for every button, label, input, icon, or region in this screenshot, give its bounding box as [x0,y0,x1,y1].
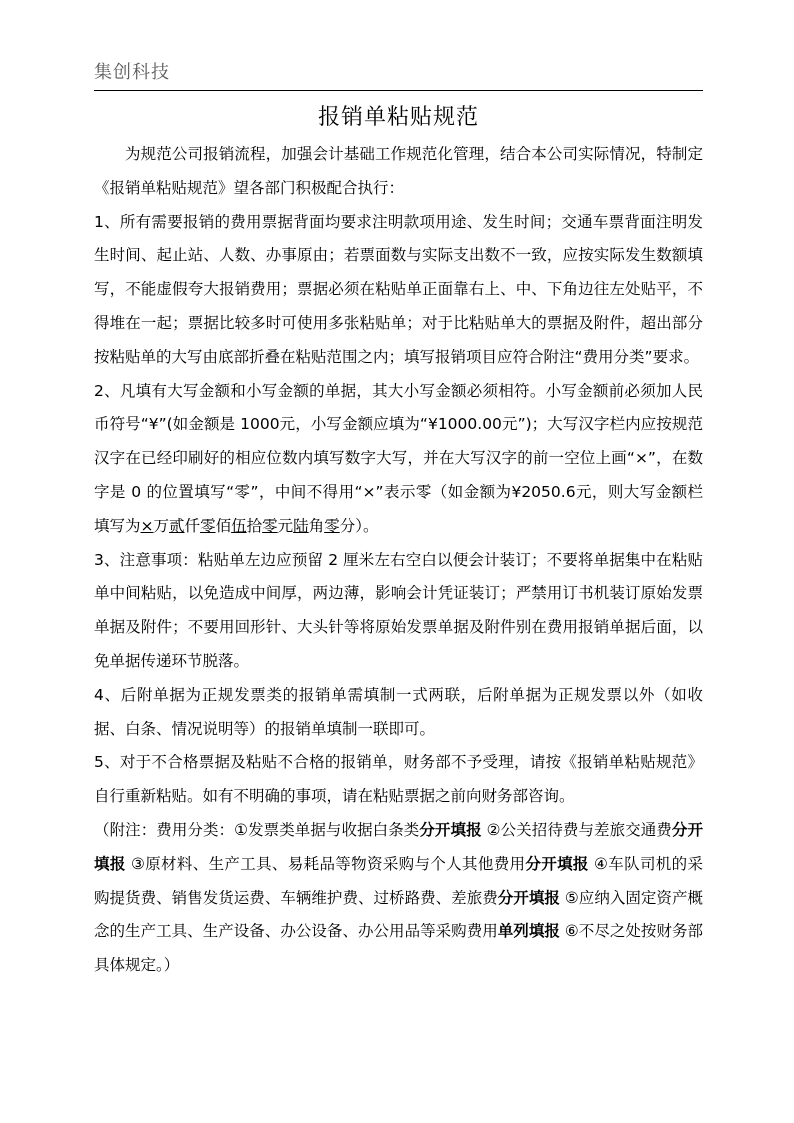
amount-part: 零 [262,516,278,535]
rule-item-2-text: 2、凡填有大写金额和小写金额的单据，其大小写金额必须相符。小写金额前必须加人民币符号“¥”(如金额是 1000元，小写金额应填为“¥1000.00元”)；大写汉字栏内应按规范汉字在已经印刷好的相应位数内填写数字大写，并在大写汉字的前一空位上画“×”，在数字是 0 的位置填写“零”，中间不得用“×”表示零（如金额为¥2050.6元，则大写金额栏填写为 [94,381,703,535]
note-entry-text: ③原材料、生产工具、易耗品等物资采购与个人其他费用 [130,854,526,873]
amount-part: 拾 [246,516,263,535]
document-title: 报销单粘贴规范 [317,105,479,130]
amount-part: 角 [308,516,325,535]
amount-part: × [140,516,154,535]
note-entry-text: ④车队司机的采购提货费、销售发货运费、车辆维护费、过桥路费、差旅费 [94,854,703,907]
amount-part: 仟 [184,516,201,535]
note-entry-emphasis: 分开填报 [94,820,703,873]
amount-part: 零 [200,516,216,535]
note-prefix: （附注：费用分类： [94,820,235,839]
rule-item-5: 5、对于不合格票据及粘贴不合格的报销单，财务部不予受理，请按《报销单粘贴规范》自行重新粘贴。如有不明确的事项，请在粘贴票据之前向财务部咨询。 [94,753,703,806]
note-suffix: ⑥不尽之处按财务部具体规定。） [94,922,703,975]
intro-paragraph: 为规范公司报销流程，加强会计基础工作规范化管理，结合本公司实际情况，特制定《报销单粘贴规范》望各部门积极配合执行： [94,145,703,197]
amount-part: 贰 [169,516,185,535]
document-body [94,138,703,983]
amount-part: 伍 [231,516,247,535]
note-entry-text: ⑤应纳入固定资产概念的生产工具、生产设备、办公设备、办公用品等采购费用 [94,888,703,941]
page-header [94,56,703,91]
amount-part: 元 [277,516,294,535]
header-company-name: 集创科技 [94,62,170,83]
rule-item-3: 3、注意事项：粘贴单左边应预留 2 厘米左右空白以便会计装订；不要将单据集中在粘贴单中间粘贴，以免造成中间厚，两边薄，影响会计凭证装订；严禁用订书机装订原始发票单据及附件；不要用回形针、大头针等将原始发票单据及附件别在费用报销单据后面，以免单据传递环节脱落。 [94,550,703,670]
note-entry-emphasis: 单列填报 [497,922,560,941]
note-entry-text: ②公关招待费与差旅交通费 [486,820,672,839]
note-entry-emphasis: 分开填报 [419,820,482,839]
note-entry-emphasis: 分开填报 [497,888,560,907]
amount-part: 陆 [293,516,309,535]
note-entry-emphasis: 分开填报 [525,854,589,873]
rule-item-1: 1、所有需要报销的费用票据背面均要求注明款项用途、发生时间；交通车票背面注明发生时间、起止站、人数、办事原由；若票面数与实际支出数不一致，应按实际发生数额填写，不能虚假夸大报销费用；票据必须在粘贴单正面靠右上、中、下角边往左处贴平，不得堆在一起；票据比较多时可使用多张粘贴单；对于比粘贴单大的票据及附件，超出部分按粘贴单的大写由底部折叠在粘贴范围之内；填写报销项目应符合附注“费用分类”要求。 [94,212,703,366]
note-paragraph [94,814,703,983]
amount-part: 零 [324,516,340,535]
rule-item-2 [94,375,703,544]
rule-item-2-end: ）。 [355,516,379,535]
amount-part: 佰 [215,516,232,535]
amount-part: 分 [339,516,356,535]
amount-part: 万 [153,516,170,535]
note-entry-text: ①发票类单据与收据白条类 [234,820,420,839]
rule-item-4: 4、后附单据为正规发票类的报销单需填制一式两联，后附单据为正规发票以外（如收据、白条、情况说明等）的报销单填制一联即可。 [94,685,703,738]
